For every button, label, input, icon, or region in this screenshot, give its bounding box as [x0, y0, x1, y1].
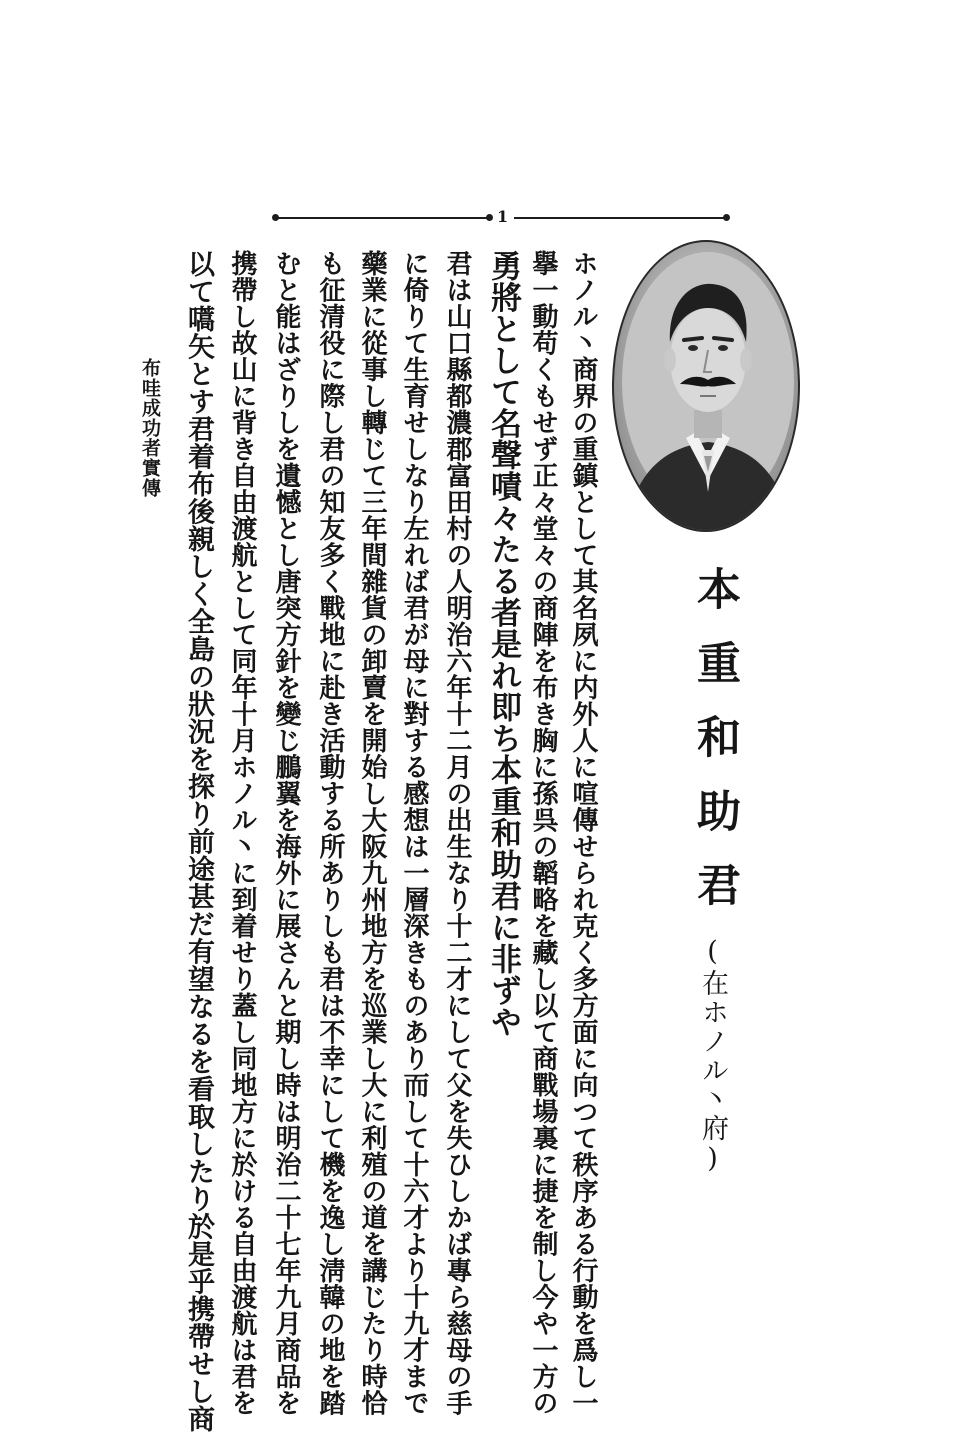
text-column-3: 勇將として名聲嘖々たる者是れ即ち本重和助君に非ずや — [485, 250, 521, 1038]
running-head: 布哇成功者實傳 — [139, 358, 161, 498]
rule-dot-right — [723, 214, 730, 221]
text-column-8: むと能はざりしを遺憾とし唐突方針を變じ鵬翼を海外に展さんと期し時は明治二十七年九月商品を — [271, 250, 301, 1416]
text-column-2: 擧一動苟くもせず正々堂々の商陣を布き胸に孫呉の韜略を藏し以て商戰場裏に捷を制し今や一方の — [528, 250, 558, 1416]
portrait-figure — [614, 242, 800, 532]
text-column-10: 以て嚆矢とす君着布後親しく全島の狀況を探り前途甚だ有望なるを看取したり於是乎携帶せし商 — [183, 250, 214, 1433]
location-note: (在ホノル丶府) — [697, 936, 728, 1176]
page-number: 1 — [497, 207, 509, 226]
text-column-7: も征清役に際し君の知友多く戰地に赴き活動する所ありしも君は不幸にして機を逸し淸韓の地を踏 — [315, 250, 345, 1416]
text-column-4: 君は山口縣都濃郡富田村の人明治六年十二月の出生なり十二才にして父を失ひしかば專ら慈母の手 — [442, 250, 472, 1416]
header-rule — [272, 207, 730, 226]
text-column-5: に倚りて生育せしなり左れば君が母に對する感想は一層深きものあり而して十六才より十九才まで — [399, 250, 429, 1416]
article-title: 本重和助君 — [689, 566, 740, 936]
text-column-6: 藥業に從事し轉じて三年間雜貨の卸賣を開始し大阪九州地方を巡業し大に利殖の道を講じたり時恰 — [357, 250, 387, 1416]
rule-line-right — [514, 217, 724, 219]
rule-dot-middle — [486, 214, 493, 221]
rule-line-left — [278, 217, 490, 219]
portrait-photo — [612, 240, 800, 532]
text-column-1: ホノル丶商界の重鎮として其名夙に内外人に喧傳せられ克く多方面に向つて秩序ある行動を爲し一 — [568, 250, 598, 1416]
text-column-9: 携帶し故山に背き自由渡航として同年十月ホノル丶に到着せり蓋し同地方に於ける自由渡航は君を — [227, 250, 257, 1416]
